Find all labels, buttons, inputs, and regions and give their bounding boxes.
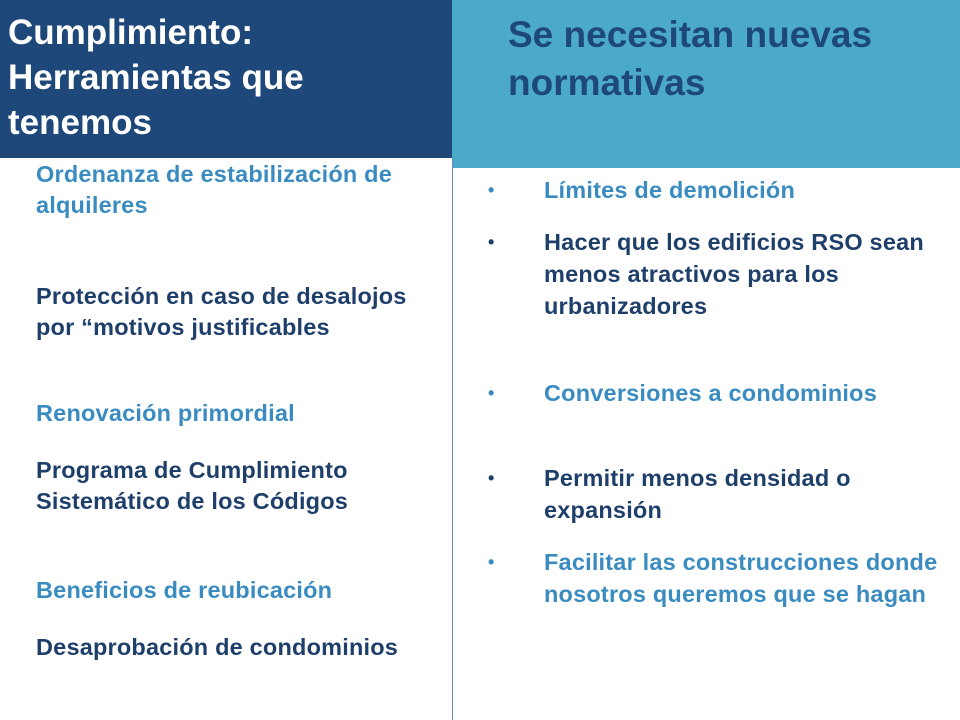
- left-item-relocation-benefits: Beneficios de reubicación: [36, 577, 333, 603]
- right-item-text: Límites de demolición: [544, 177, 795, 203]
- header-left: [0, 0, 452, 158]
- left-title: Cumplimiento: Herramientas que tenemos: [8, 13, 304, 142]
- right-item-text: Facilitar las construcciones donde nosotros queremos que se hagan: [544, 549, 938, 607]
- right-item-text: Hacer que los edificios RSO sean menos atractivos para los urbanizadores: [544, 229, 924, 319]
- column-divider: [452, 158, 453, 720]
- bullet-icon: •: [488, 552, 495, 572]
- left-item-primary-renovation: Renovación primordial: [36, 400, 295, 426]
- right-title: Se necesitan nuevas normativas: [508, 14, 873, 103]
- right-item-text: Permitir menos densidad o expansión: [544, 465, 851, 523]
- left-item-condo-disapproval: Desaprobación de condominios: [36, 634, 399, 660]
- left-item-code-enforcement: Programa de Cumplimiento Sistemático de los Códigos: [36, 457, 349, 514]
- left-item-rent-stabilization: Ordenanza de estabilización de alquileres: [36, 161, 392, 218]
- bullet-icon: •: [488, 468, 495, 488]
- bullet-icon: •: [488, 383, 495, 403]
- right-item-text: Conversiones a condominios: [544, 380, 877, 406]
- header-right: [452, 0, 960, 168]
- bullet-icon: •: [488, 232, 495, 252]
- left-item-eviction-protection: Protección en caso de desalojos por “motivos justificables: [36, 283, 407, 340]
- bullet-icon: •: [488, 180, 495, 200]
